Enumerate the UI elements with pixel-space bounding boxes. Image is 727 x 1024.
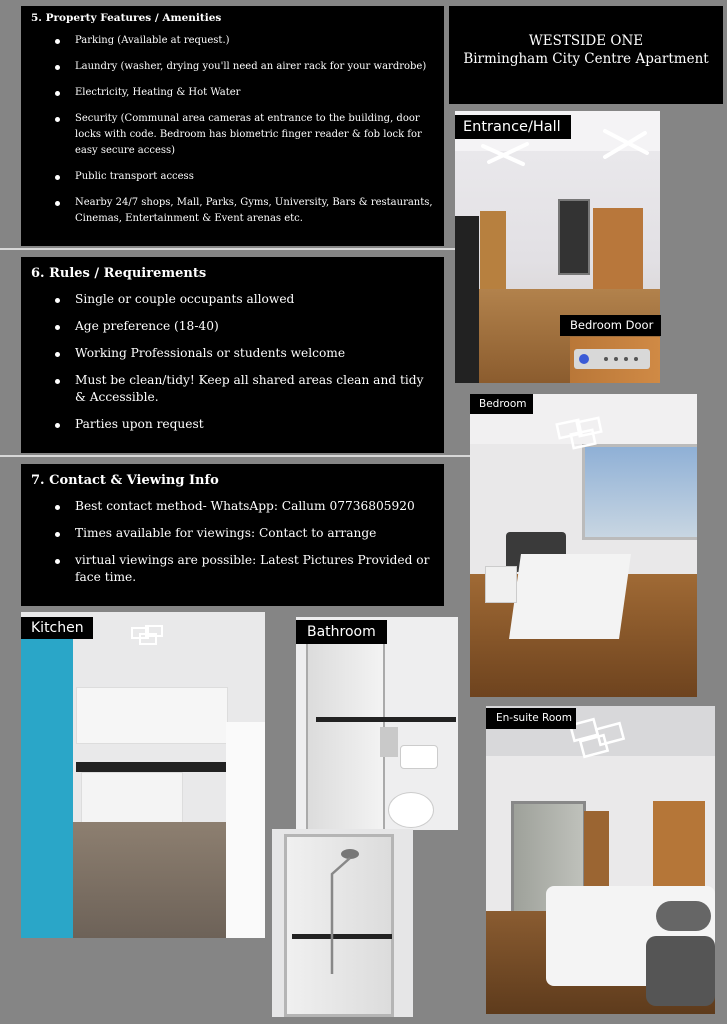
ceiling-light-icon	[126, 620, 176, 650]
list-item: Times available for viewings: Contact to arrange	[31, 525, 434, 542]
section-title: 5. Property Features / Amenities	[31, 12, 222, 24]
ceiling-light-icon	[550, 414, 620, 454]
contact-section	[21, 464, 444, 606]
shower-photo	[272, 829, 413, 1017]
list-item: Security (Communal area cameras at entrance to the building, door locks with code. Bedroom has biometric finger reader & fob lock for easy secure access)	[31, 111, 434, 159]
list-item: Working Professionals or students welcome	[31, 345, 434, 362]
list-item: Public transport access	[31, 169, 434, 185]
bedroom-label: Bedroom	[470, 394, 533, 414]
bedroom-door-photo	[570, 337, 660, 383]
ensuite-label: En-suite Room	[486, 708, 576, 729]
divider	[0, 455, 470, 457]
list-item: Parking (Available at request.)	[31, 33, 434, 49]
bathroom-label: Bathroom	[296, 620, 387, 644]
kitchen-label: Kitchen	[21, 617, 93, 639]
features-list	[31, 33, 434, 227]
bathroom-photo	[296, 617, 458, 830]
ceiling-light-icon	[595, 123, 655, 163]
property-subtitle: Birmingham City Centre Apartment	[463, 51, 709, 67]
list-item: Parties upon request	[31, 416, 434, 433]
section-title: 6. Rules / Requirements	[31, 266, 207, 281]
property-name: WESTSIDE ONE	[528, 33, 644, 49]
list-item: Laundry (washer, drying you'll need an airer rack for your wardrobe)	[31, 59, 434, 75]
shower-head-icon	[312, 844, 362, 984]
list-item: Nearby 24/7 shops, Mall, Parks, Gyms, University, Bars & restaurants, Cinemas, Entertainment & Event arenas etc.	[31, 195, 434, 227]
list-item: Must be clean/tidy! Keep all shared areas clean and tidy & Accessible.	[31, 372, 434, 406]
fingerprint-lock-icon	[576, 351, 650, 367]
section-title: 7. Contact & Viewing Info	[31, 473, 219, 488]
property-features-section	[21, 6, 444, 246]
list-item: Best contact method- WhatsApp: Callum 07736805920	[31, 498, 434, 515]
list-item: Electricity, Heating & Hot Water	[31, 85, 434, 101]
bedroom-door-label: Bedroom Door	[560, 315, 661, 336]
list-item: Single or couple occupants allowed	[31, 291, 434, 308]
list-item: virtual viewings are possible: Latest Pictures Provided or face time.	[31, 552, 434, 586]
rules-list	[31, 291, 434, 433]
property-title-box	[449, 6, 723, 104]
ceiling-light-icon	[566, 716, 636, 761]
list-item: Age preference (18-40)	[31, 318, 434, 335]
bedroom-photo	[470, 394, 697, 697]
rules-section	[21, 257, 444, 453]
divider	[0, 248, 470, 250]
ensuite-room-photo	[486, 706, 715, 1014]
kitchen-photo	[21, 612, 265, 938]
ceiling-light-icon	[475, 136, 535, 171]
entrance-hall-label: Entrance/Hall	[455, 115, 571, 139]
contact-list	[31, 498, 434, 586]
